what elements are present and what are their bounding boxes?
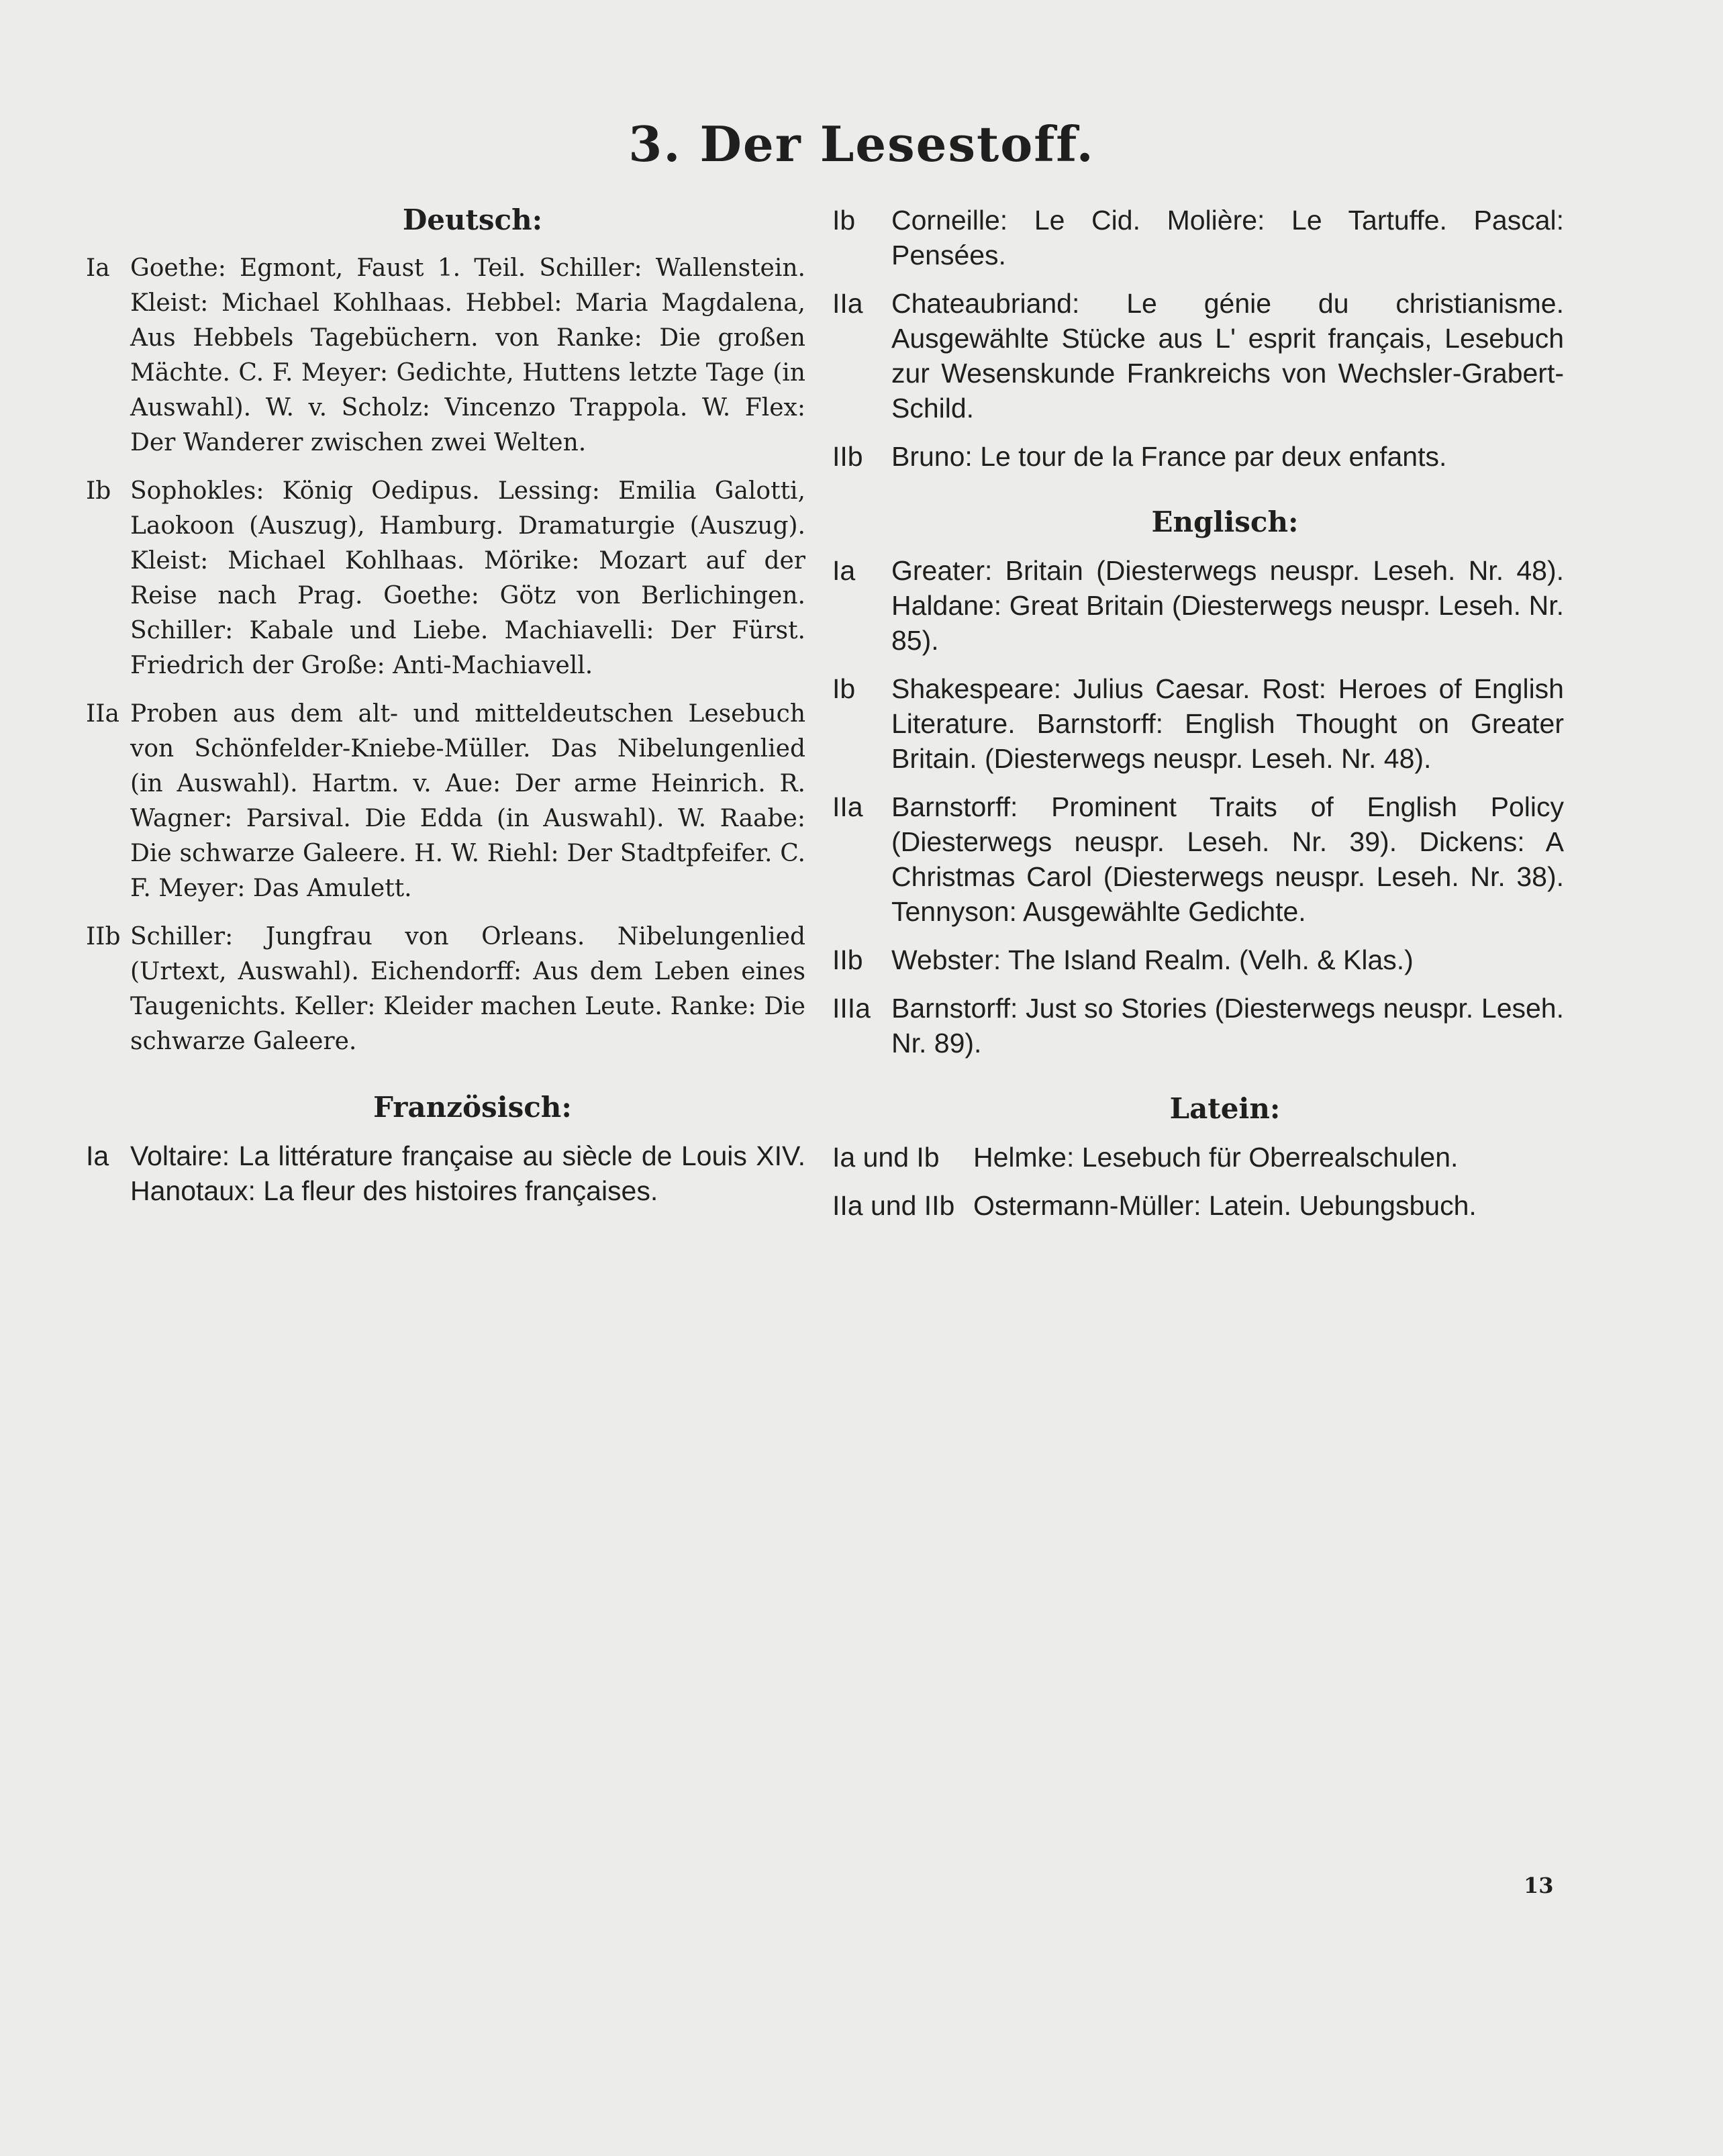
list-item [832,942,1564,977]
left-column [86,203,805,1208]
list-item [86,697,805,906]
list-item [832,991,1564,1061]
entry-text: Barnstorff: Just so Stories (Diesterwegs neuspr. Leseh. Nr. 89). [891,993,1564,1059]
entry-text: Sophokles: König Oedipus. Lessing: Emilia Galotti, Laokoon (Auszug), Hamburg. Dramaturgie (Auszug). Kleist: Michael Kohlhaas. Mörike: Mozart auf der Reise nach Prag. Goethe: Götz von Berlichingen. Schiller: Kabale und Liebe. Machiavelli: Der Fürst. Friedrich der Große: Anti-Machiavell. [130,477,805,679]
entry-text: Schiller: Jungfrau von Orleans. Nibelungenlied (Urtext, Auswahl). Eichendorff: Aus dem Leben eines Taugenichts. Keller: Kleider machen Leute. Ranke: Die schwarze Galeere. [130,923,805,1055]
entry-text: Barnstorff: Prominent Traits of English Policy (Diesterwegs neuspr. Leseh. Nr. 39). Dickens: A Christmas Carol (Diesterwegs neuspr. Leseh. Nr. 38). Tennyson: Ausgewählte Gedichte. [891,791,1564,927]
right-column [832,203,1564,1223]
entry-text: Bruno: Le tour de la France par deux enfants. [891,441,1447,472]
list-item [86,920,805,1059]
list-item [86,1138,805,1208]
class-label: Ib [832,205,856,236]
entry-text: Chateaubriand: Le génie du christianisme. Ausgewählte Stücke aus L' esprit français, Lesebuch zur Wesenskunde Frankreichs von Wechsler-Grabert-Schild. [891,288,1564,424]
entry-text: Corneille: Le Cid. Molière: Le Tartuffe. Pascal: Pensées. [891,205,1564,271]
list-item [832,286,1564,426]
page-title: 3. Der Lesestoff. [628,115,1095,173]
class-label: IIb [832,944,863,975]
list-item [832,1188,1564,1223]
list-item [832,203,1564,273]
list-item [86,251,805,460]
class-label: IIa [832,288,863,319]
class-label: IIIa [832,993,871,1024]
class-label: Ia und Ib [832,1142,940,1173]
list-item [832,1140,1564,1175]
entry-text: Ostermann-Müller: Latein. Uebungsbuch. [973,1190,1477,1221]
class-label: Ia [86,254,110,282]
class-label: Ia [86,1140,109,1171]
class-label: IIa und IIb [832,1190,955,1221]
class-label: Ia [832,555,856,586]
class-label: IIb [832,441,863,472]
section-heading-deutsch: Deutsch: [402,203,543,236]
class-label: Ib [86,477,111,505]
entry-text: Voltaire: La littérature française au siècle de Louis XIV. Hanotaux: La fleur des histoires françaises. [130,1140,805,1206]
class-label: Ib [832,673,856,704]
entry-text: Goethe: Egmont, Faust 1. Teil. Schiller: Wallenstein. Kleist: Michael Kohlhaas. Hebbel: Maria Magdalena, Aus Hebbels Tagebüchern. von Ranke: Die großen Mächte. C. F. Meyer: Gedichte, Huttens letzte Tage (in Auswahl). W. v. Scholz: Vincenzo Trappola. W. Flex: Der Wanderer zwischen zwei Welten. [130,254,805,456]
class-label: IIa [832,791,863,822]
class-label: IIb [86,923,121,950]
entry-text: Webster: The Island Realm. (Velh. & Klas.) [891,944,1414,975]
entry-text: Helmke: Lesebuch für Oberrealschulen. [973,1142,1459,1173]
page-number: 13 [1524,1873,1554,1898]
section-heading-englisch: Englisch: [1151,505,1299,538]
entry-text: Proben aus dem alt- und mitteldeutschen Lesebuch von Schönfelder-Kniebe-Müller. Das Nibelungenlied (in Auswahl). Hartm. v. Aue: Der arme Heinrich. R. Wagner: Parsival. Die Edda (in Auswahl). W. Raabe: Die schwarze Galeere. H. W. Riehl: Der Stadtpfeifer. C. F. Meyer: Das Amulett. [130,700,805,902]
section-heading-latein: Latein: [1169,1092,1281,1125]
list-item [832,789,1564,929]
list-item [832,553,1564,658]
entry-text: Shakespeare: Julius Caesar. Rost: Heroes of English Literature. Barnstorff: English Thought on Greater Britain. (Diesterwegs neuspr. Leseh. Nr. 48). [891,673,1564,774]
list-item [832,439,1564,474]
entry-text: Greater: Britain (Diesterwegs neuspr. Leseh. Nr. 48). Haldane: Great Britain (Diesterwegs neuspr. Leseh. Nr. 85). [891,555,1564,656]
class-label: IIa [86,700,119,728]
list-item [832,671,1564,776]
section-heading-franzoesisch: Französisch: [373,1091,572,1124]
list-item [86,474,805,683]
